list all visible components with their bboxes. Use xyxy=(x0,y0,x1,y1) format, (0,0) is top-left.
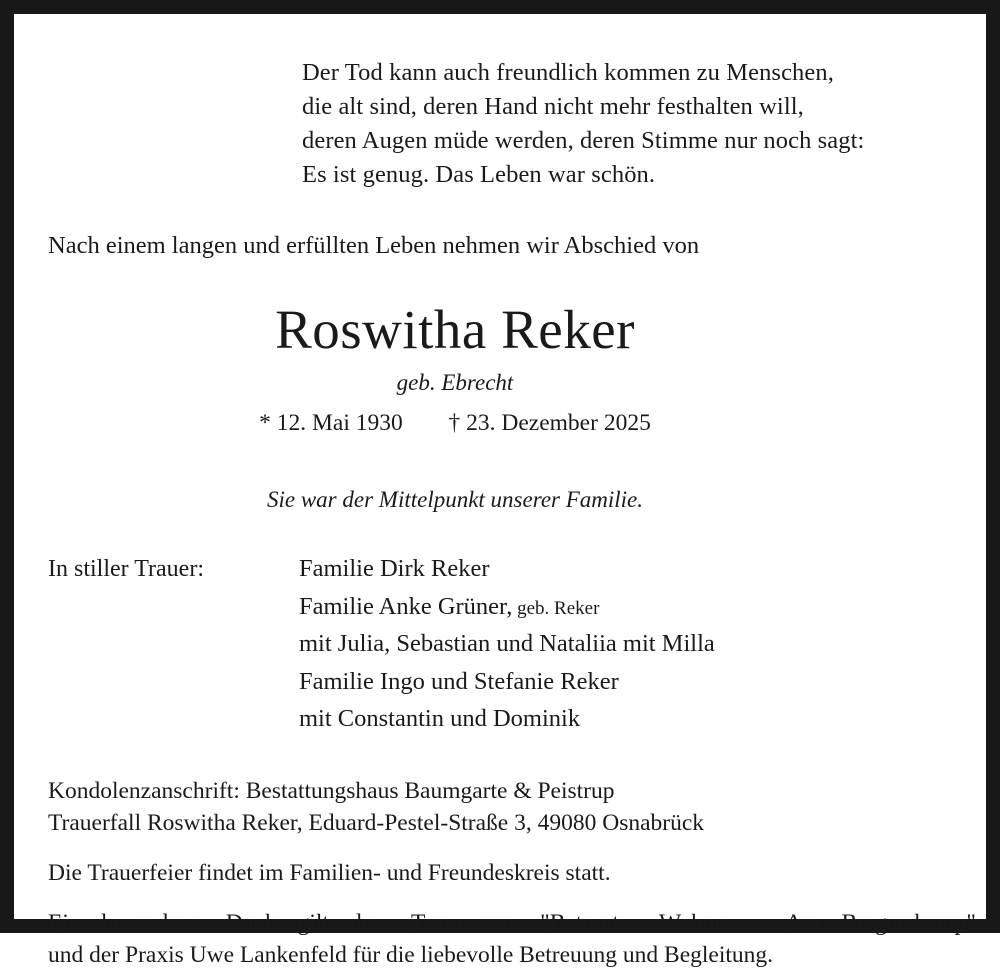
death-date: † 23. Dezember 2025 xyxy=(448,410,651,436)
condolence-line-2: Trauerfall Roswitha Reker, Eduard-Pestel-Straße 3, 49080 Osnabrück xyxy=(48,809,705,836)
thanks-line-1: Ein besonderer Dank gilt dem Team von "Betreutes Wohnen - Am Bergerskamp" xyxy=(48,909,976,936)
deceased-maiden-name: geb. Ebrecht xyxy=(396,370,514,395)
list-item xyxy=(299,664,715,702)
poem-line-4: Es ist genug. Das Leben war schön. xyxy=(302,161,656,188)
thanks-note xyxy=(48,907,976,971)
mourners-list xyxy=(299,551,715,739)
deceased-name: Roswitha Reker xyxy=(275,299,635,360)
deceased-dates xyxy=(0,410,956,437)
ceremony-note: Die Trauerfeier findet im Familien- und Freundeskreis statt. xyxy=(48,859,611,886)
birth-date: * 12. Mai 1930 xyxy=(259,410,403,436)
mourner-name: Familie Anke Grüner, xyxy=(299,592,513,620)
mourner-name: mit Constantin und Dominik xyxy=(299,705,581,732)
obituary-content xyxy=(14,14,986,968)
mourner-suffix: geb. Reker xyxy=(512,597,600,619)
list-item xyxy=(299,551,715,589)
mourner-name: Familie Ingo und Stefanie Reker xyxy=(299,667,619,695)
mourners-section xyxy=(44,551,956,739)
mourner-name: Familie Dirk Reker xyxy=(299,555,490,582)
list-item xyxy=(299,589,715,627)
condolence-address xyxy=(48,775,956,839)
intro-text: Nach einem langen und erfüllten Leben nehmen wir Abschied von xyxy=(48,232,700,259)
mourner-name: mit Julia, Sebastian und Nataliia mit Milla xyxy=(299,630,715,657)
memorial-motto: Sie war der Mittelpunkt unserer Familie. xyxy=(266,487,644,512)
list-item xyxy=(299,626,715,664)
poem-line-1: Der Tod kann auch freundlich kommen zu Menschen, xyxy=(302,59,834,86)
footer-section xyxy=(48,775,976,971)
thanks-line-2: und der Praxis Uwe Lankenfeld für die liebevolle Betreuung und Begleitung. xyxy=(48,941,774,968)
mourners-label: In stiller Trauer: xyxy=(48,556,204,582)
poem xyxy=(302,56,956,192)
list-item xyxy=(299,701,715,739)
poem-line-3: deren Augen müde werden, deren Stimme nur noch sagt: xyxy=(302,127,865,154)
poem-line-2: die alt sind, deren Hand nicht mehr festhalten will, xyxy=(302,93,804,120)
condolence-line-1: Kondolenzanschrift: Bestattungshaus Baumgarte & Peistrup xyxy=(48,777,615,804)
